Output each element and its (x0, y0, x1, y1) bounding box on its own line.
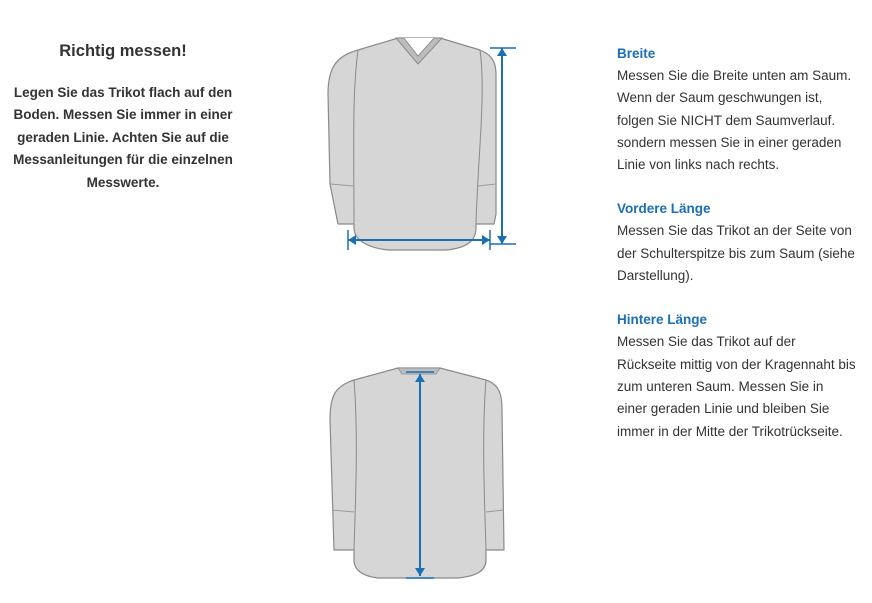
instructions-column (617, 43, 857, 443)
intro-block (10, 40, 236, 194)
section-hintere-laenge (617, 309, 857, 442)
jersey-front-icon (318, 34, 528, 264)
section-body: Messen Sie das Trikot an der Seite von der Schulterspitze bis zum Saum (siehe Darstellung). (617, 223, 855, 284)
section-breite (617, 43, 857, 176)
section-body: Messen Sie die Breite unten am Saum. Wenn der Saum geschwungen ist, folgen Sie NICHT dem Saumverlauf. sondern messen Sie in einer geraden Linie von links nach rechts. (617, 68, 852, 173)
section-vordere-laenge (617, 198, 857, 287)
section-title: Breite (617, 46, 656, 61)
intro-body: Legen Sie das Trikot flach auf den Boden. Messen Sie immer in einer geraden Linie. Achten Sie auf die Messanleitungen für die einzelnen Messwerte. (13, 85, 233, 190)
intro-title: Richtig messen! (59, 42, 187, 60)
section-title: Vordere Länge (617, 201, 711, 217)
jersey-back-icon (318, 360, 528, 590)
section-title: Hintere Länge (617, 312, 708, 328)
section-body: Messen Sie das Trikot auf der Rückseite mittig von der Kragennaht bis zum unteren Saum. Messen Sie in einer geraden Linie und bleiben Sie immer in der Mitte der Trikotrückseite. (617, 334, 856, 439)
